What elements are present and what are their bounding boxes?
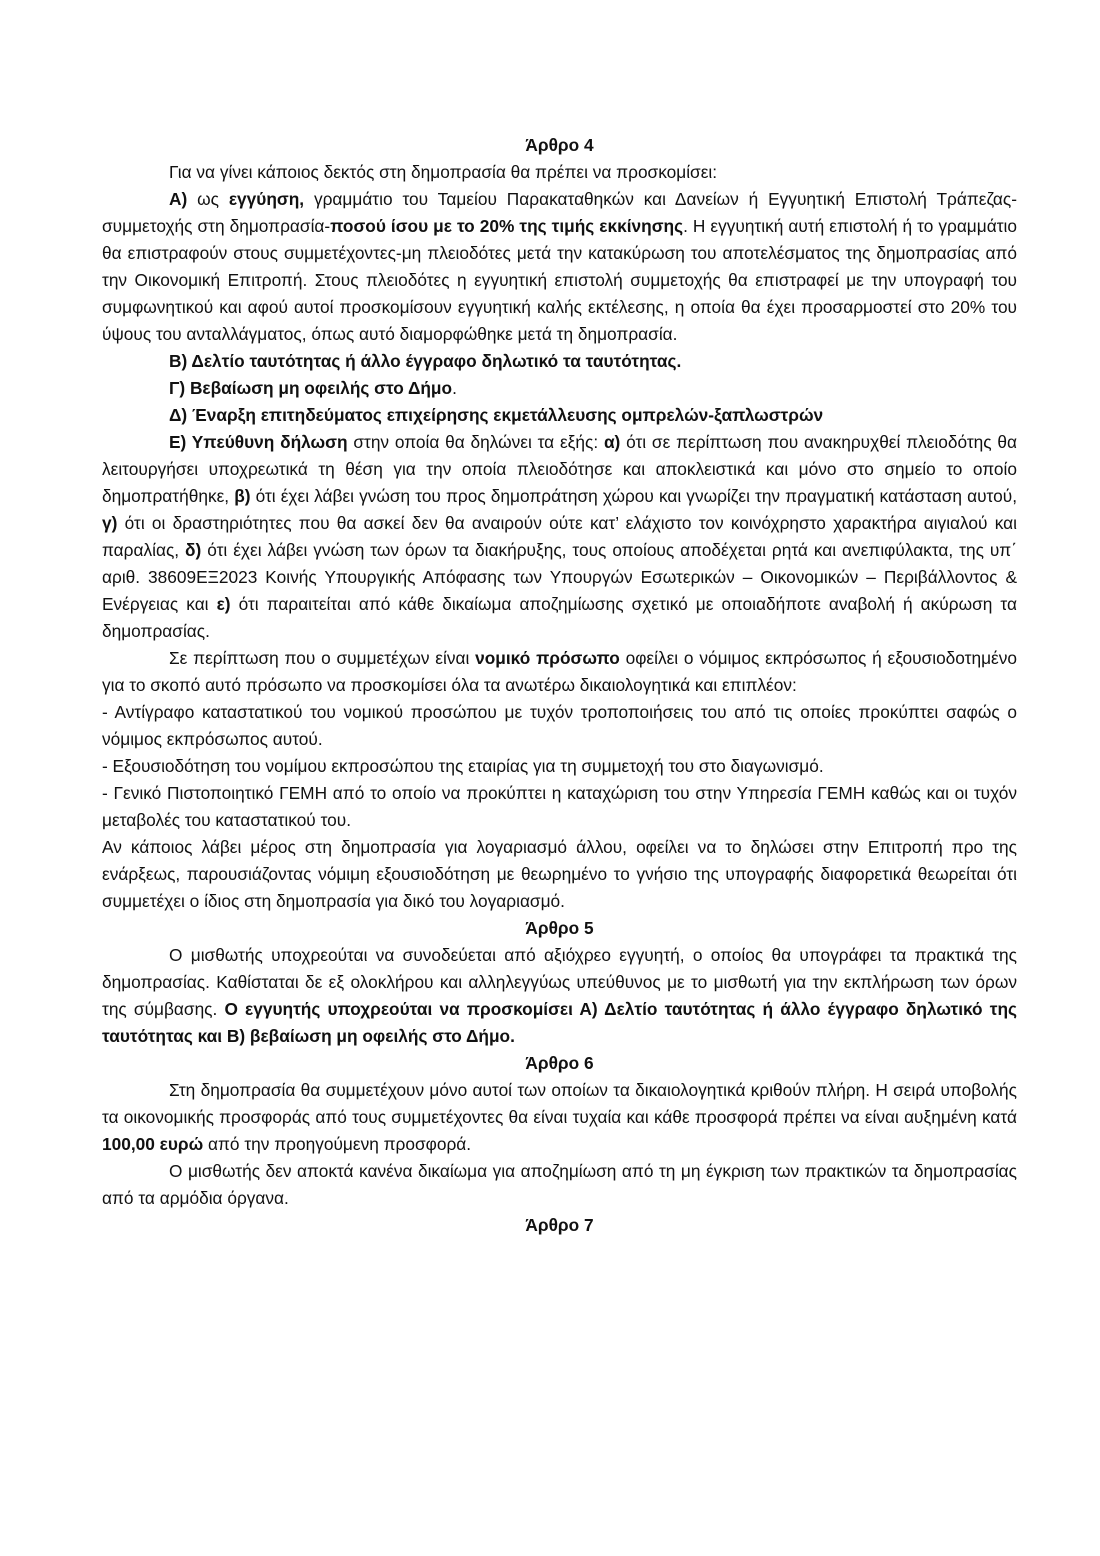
document-body (102, 132, 1017, 1239)
requirement-a (102, 186, 1017, 348)
requirement-a-text-2: γραμμάτιο του Ταμείου Παρακαταθηκών και Δανείων ή Εγγυητική Επιστολή Τράπεζας-συμμετοχής στη δημοπρασία- (102, 189, 1017, 236)
requirement-a-text-1: ως (187, 189, 229, 209)
article-5-bold: Ο εγγυητής υποχρεούται να προσκομίσει Α) Δελτίο ταυτότητας ή άλλο έγγραφο δηλωτικό της ταυτότητας και Β) βεβαίωση μη οφειλής στο Δήμο. (102, 999, 1018, 1046)
requirement-a-text-3: . Η εγγυητική αυτή επιστολή ή το γραμμάτιο θα επιστραφούν στους συμμετέχοντες-μη πλειοδότες μετά την κατακύρωση του αποτελέσματος της δημοπρασίας από την Οικονομική Επιτροπή. Στους πλειοδότες η εγγυητική επιστολή συμμετοχής θα επιστραφεί με την υπογραφή του συμφωνητικού και αφού αυτοί προσκομίσουν εγγυητική καλής εκτέλεσης, η οποία θα έχει προσαρμοστεί στο 20% του ύψους του ανταλλάγματος, όπως αυτό διαμορφώθηκε μετά τη δημοπρασία. (102, 216, 1017, 344)
legal-entity-text-1: Σε περίπτωση που ο συμμετέχων είναι (169, 648, 476, 668)
article-6-bold: 100,00 ευρώ (102, 1134, 204, 1154)
legal-entity-text-2: οφείλει ο νόμιμος εκπρόσωπος ή εξουσιοδοτημένο για το σκοπό αυτό πρόσωπο να προσκομίσει όλα τα ανωτέρω δικαιολογητικά και επιπλέον: (102, 648, 1018, 695)
requirement-e-marker-d: δ) (185, 540, 202, 560)
legal-entity-bold: νομικό πρόσωπο (475, 648, 620, 668)
requirement-a-label: Α) (169, 189, 188, 209)
article-5-paragraph (102, 942, 1017, 1050)
requirement-e-marker-c: γ) (102, 513, 118, 533)
article-5-text: Ο μισθωτής υποχρεούται να συνοδεύεται από αξιόχρεο εγγυητή, ο οποίος θα υπογράφει τα πρακτικά της δημοπρασίας. Καθίσταται δε εξ ολοκλήρου και αλληλεγγύως υπεύθυνος με το μισθωτή για την εκπλήρωση των όρων της σύμβασης. (102, 945, 1017, 1019)
requirement-a-bold-1: εγγύηση, (228, 189, 305, 209)
requirement-e-marker-b: β) (234, 486, 251, 506)
requirement-e-text-5: ότι έχει λάβει γνώση των όρων τα διακήρυξης, τους οποίους αποδέχεται ρητά και ανεπιφύλακτα, της υπ΄ αριθ. 38609ΕΞ2023 Κοινής Υπουργικής Απόφασης των Υπουργών Εσωτερικών – Οικονομικών – Περιβάλλοντος & Ενέργειας και (102, 540, 1017, 614)
requirement-e-text-2: ότι σε περίπτωση που ανακηρυχθεί πλειοδότης θα λειτουργήσει υποχρεωτικά τη θέση για την οποία πλειοδότησε και αποκλειστικά και μόνο στο σημείο το οποίο δημοπρατήθηκε, (102, 432, 1017, 506)
article-4-intro: Για να γίνει κάποιος δεκτός στη δημοπρασία θα πρέπει να προσκομίσει: (169, 162, 718, 182)
article-5-heading: Άρθρο 5 (525, 918, 594, 938)
requirement-a-bold-2: ποσού ίσου με το 20% της τιμής εκκίνησης (330, 216, 684, 236)
requirement-c-text: Γ) Βεβαίωση μη οφειλής στο Δήμο (169, 378, 453, 398)
proxy-paragraph: Αν κάποιος λάβει μέρος στη δημοπρασία για λογαριασμό άλλου, οφείλει να το δηλώσει στην Επιτροπή προ της ενάρξεως, παρουσιάζοντας νόμιμη εξουσιοδότηση με θεωρημένο το γνήσιο της υπογραφής διαφορετικά θεωρείται ότι συμμετέχει ο ίδιος στη δημοπρασία για δικό του λογαριασμό. (102, 837, 1017, 911)
requirement-d (102, 402, 1017, 429)
requirement-e-marker-e: ε) (216, 594, 231, 614)
article-6-text-2: από την προηγούμενη προσφορά. (203, 1134, 472, 1154)
bullet-item: - Εξουσιοδότηση του νομίμου εκπροσώπου της εταιρίας για τη συμμετοχή του στο διαγωνισμό. (102, 756, 824, 776)
bullet-item: - Αντίγραφο καταστατικού του νομικού προσώπου με τυχόν τροποποιήσεις του από τις οποίες προκύπτει σαφώς ο νόμιμος εκπρόσωπος αυτού. (102, 702, 1017, 749)
article-4-heading: Άρθρο 4 (525, 135, 594, 155)
requirement-e-text-3: ότι έχει λάβει γνώση του προς δημοπράτηση χώρου και γνωρίζει την πραγματική κατάσταση αυτού, (250, 486, 1017, 506)
requirement-c-tail: . (452, 378, 457, 398)
article-6-text-1: Στη δημοπρασία θα συμμετέχουν μόνο αυτοί των οποίων τα δικαιολογητικά κριθούν πλήρη. Η σειρά υποβολής τα οικονομικής προσφοράς από τους συμμετέχοντες θα είναι τυχαία και κάθε προσφορά πρέπει να είναι αυξημένη κατά (102, 1080, 1017, 1127)
requirement-e-text-1: στην οποία θα δηλώνει τα εξής: (347, 432, 604, 452)
legal-entity-paragraph (102, 645, 1017, 699)
requirement-c (102, 375, 1017, 402)
requirement-b (102, 348, 1017, 375)
bullet-item: - Γενικό Πιστοποιητικό ΓΕΜΗ από το οποίο να προκύπτει η καταχώριση του στην Υπηρεσία ΓΕΜΗ καθώς και οι τυχόν μεταβολές του καταστατικού του. (102, 783, 1017, 830)
requirement-b-text: Β) Δελτίο ταυτότητας ή άλλο έγγραφο δηλωτικό τα ταυτότητας. (169, 351, 682, 371)
article-6-paragraph-1 (102, 1077, 1017, 1158)
requirement-e-text-6: ότι παραιτείται από κάθε δικαίωμα αποζημίωσης σχετικό με οποιαδήποτε αναβολή ή ακύρωση τα δημοπρασίας. (102, 594, 1017, 641)
requirement-e (102, 429, 1017, 645)
requirement-e-text-4: ότι οι δραστηριότητες που θα ασκεί δεν θα αναιρούν ούτε κατ’ ελάχιστο τον κοινόχρηστο χαρακτήρα αιγιαλού και παραλίας, (102, 513, 1017, 560)
requirement-d-text: Δ) Έναρξη επιτηδεύματος επιχείρησης εκμετάλλευσης ομπρελών-ξαπλωστρών (169, 405, 824, 425)
article-7-heading: Άρθρο 7 (525, 1215, 594, 1235)
requirement-e-marker-a: α) (603, 432, 621, 452)
article-6-heading: Άρθρο 6 (525, 1053, 594, 1073)
requirement-e-label: Ε) Υπεύθυνη δήλωση (169, 432, 348, 452)
article-6-paragraph-2: Ο μισθωτής δεν αποκτά κανένα δικαίωμα για αποζημίωση από τη μη έγκριση των πρακτικών τα δημοπρασίας από τα αρμόδια όργανα. (102, 1161, 1017, 1208)
